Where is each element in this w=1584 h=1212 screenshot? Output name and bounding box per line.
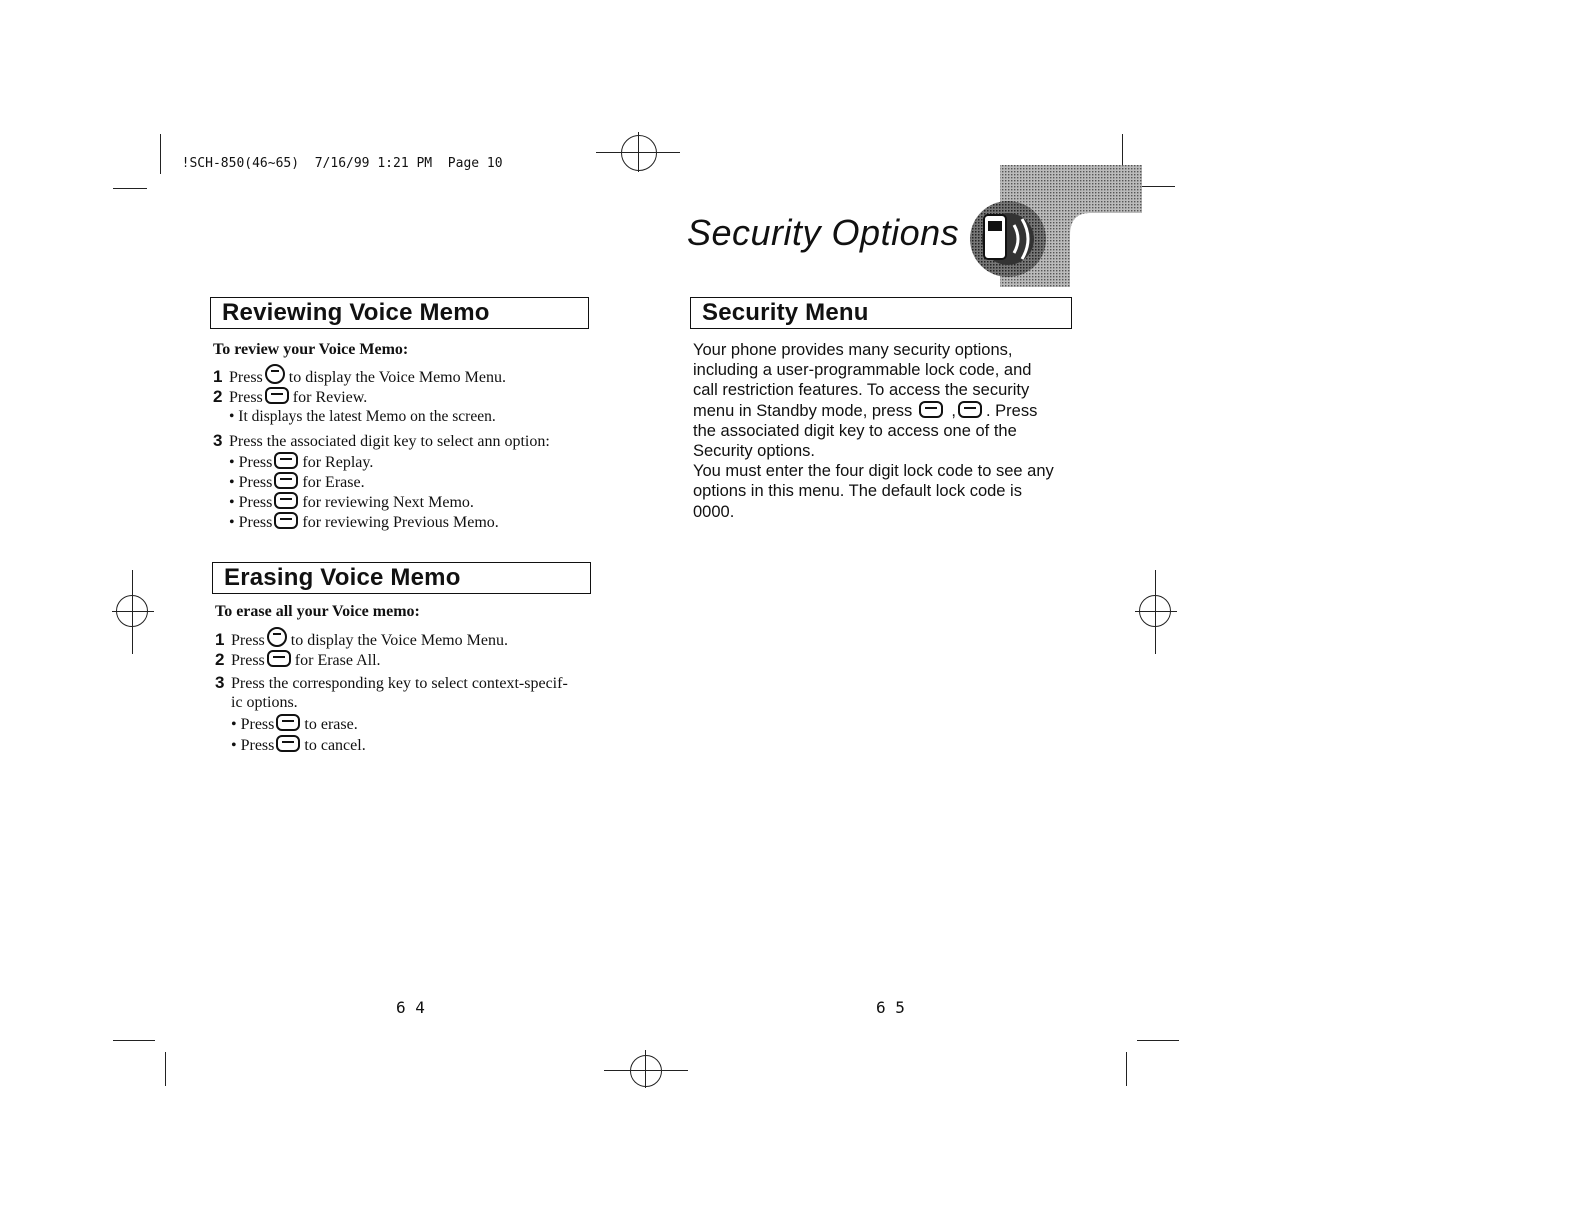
menu-key-icon — [267, 627, 287, 647]
erasing-bullet: • Press to cancel. — [231, 737, 366, 754]
phone-security-icon — [960, 165, 1142, 287]
reviewing-step-3: 3 Press the associated digit key to select ann option: — [213, 431, 550, 450]
erasing-step-2: 2 Press for Erase All. — [215, 650, 381, 669]
section-title: Security Menu — [702, 299, 869, 326]
reviewing-intro: To review your Voice Memo: — [213, 341, 409, 358]
section-header-erasing — [212, 562, 591, 594]
crop-mark — [113, 188, 147, 189]
reviewing-bullet: • Press for Replay. — [229, 454, 374, 471]
reviewing-step-2: 2 Press for Review. — [213, 387, 368, 406]
erasing-step-1: 1 Press to display the Voice Memo Menu. — [215, 627, 508, 650]
crop-mark — [165, 1052, 166, 1086]
reviewing-bullet: • Press for reviewing Previous Memo. — [229, 514, 499, 531]
crop-mark — [113, 1040, 155, 1041]
key-7-icon — [274, 512, 298, 529]
erasing-intro: To erase all your Voice memo: — [215, 603, 420, 620]
reviewing-step-1: 1 Press to display the Voice Memo Menu. — [213, 364, 506, 387]
key-1-icon — [274, 452, 298, 469]
slug-page: Page 10 — [447, 156, 503, 171]
crop-mark — [1137, 1040, 1179, 1041]
slug-time: 1:21 PM — [377, 156, 433, 171]
key-4-icon — [958, 401, 982, 418]
store-key-icon — [276, 714, 300, 731]
reviewing-bullet: • Press for reviewing Next Memo. — [229, 494, 474, 511]
page-number-left: 6 4 — [396, 998, 425, 1017]
slug-date: 7/16/99 — [314, 156, 370, 171]
registration-mark-circle — [630, 1055, 662, 1087]
section-title: Erasing Voice Memo — [224, 564, 461, 591]
erasing-step-3: 3 Press the corresponding key to select context-specif- — [215, 673, 568, 692]
section-header-reviewing — [210, 297, 589, 329]
reviewing-bullet: • Press for Erase. — [229, 474, 365, 491]
registration-mark-circle — [116, 595, 148, 627]
key-1-icon — [265, 387, 289, 404]
key-3-icon — [274, 472, 298, 489]
section-title: Reviewing Voice Memo — [222, 299, 490, 326]
erasing-step-3-cont: ic options. — [231, 694, 298, 711]
key-9-icon — [267, 650, 291, 667]
end-key-icon — [276, 735, 300, 752]
crop-mark — [1140, 186, 1175, 187]
chapter-title: Security Options — [687, 212, 960, 253]
crop-mark — [160, 134, 161, 174]
erasing-bullet: • Press to erase. — [231, 716, 358, 733]
crop-mark — [1126, 1052, 1127, 1086]
slug-file-id: !SCH-850(46~65) — [181, 156, 300, 171]
print-slug — [166, 141, 503, 171]
page-number-right: 6 5 — [876, 998, 905, 1017]
registration-mark-circle — [621, 135, 657, 171]
menu-key-icon — [919, 401, 943, 418]
reviewing-note: • It displays the latest Memo on the screen. — [229, 408, 496, 425]
registration-mark-circle — [1139, 595, 1171, 627]
key-9-icon — [274, 492, 298, 509]
menu-key-icon — [265, 364, 285, 384]
security-description: Your phone provides many security options, including a user-programmable lock code, and call restriction features. To access the security menu in Standby mode, press , . Press the associated digit key to access one of the Security options. You must enter the four digit lock code to see any options in this menu. The default lock code is 0000. — [693, 341, 1054, 521]
section-header-security — [690, 297, 1072, 329]
